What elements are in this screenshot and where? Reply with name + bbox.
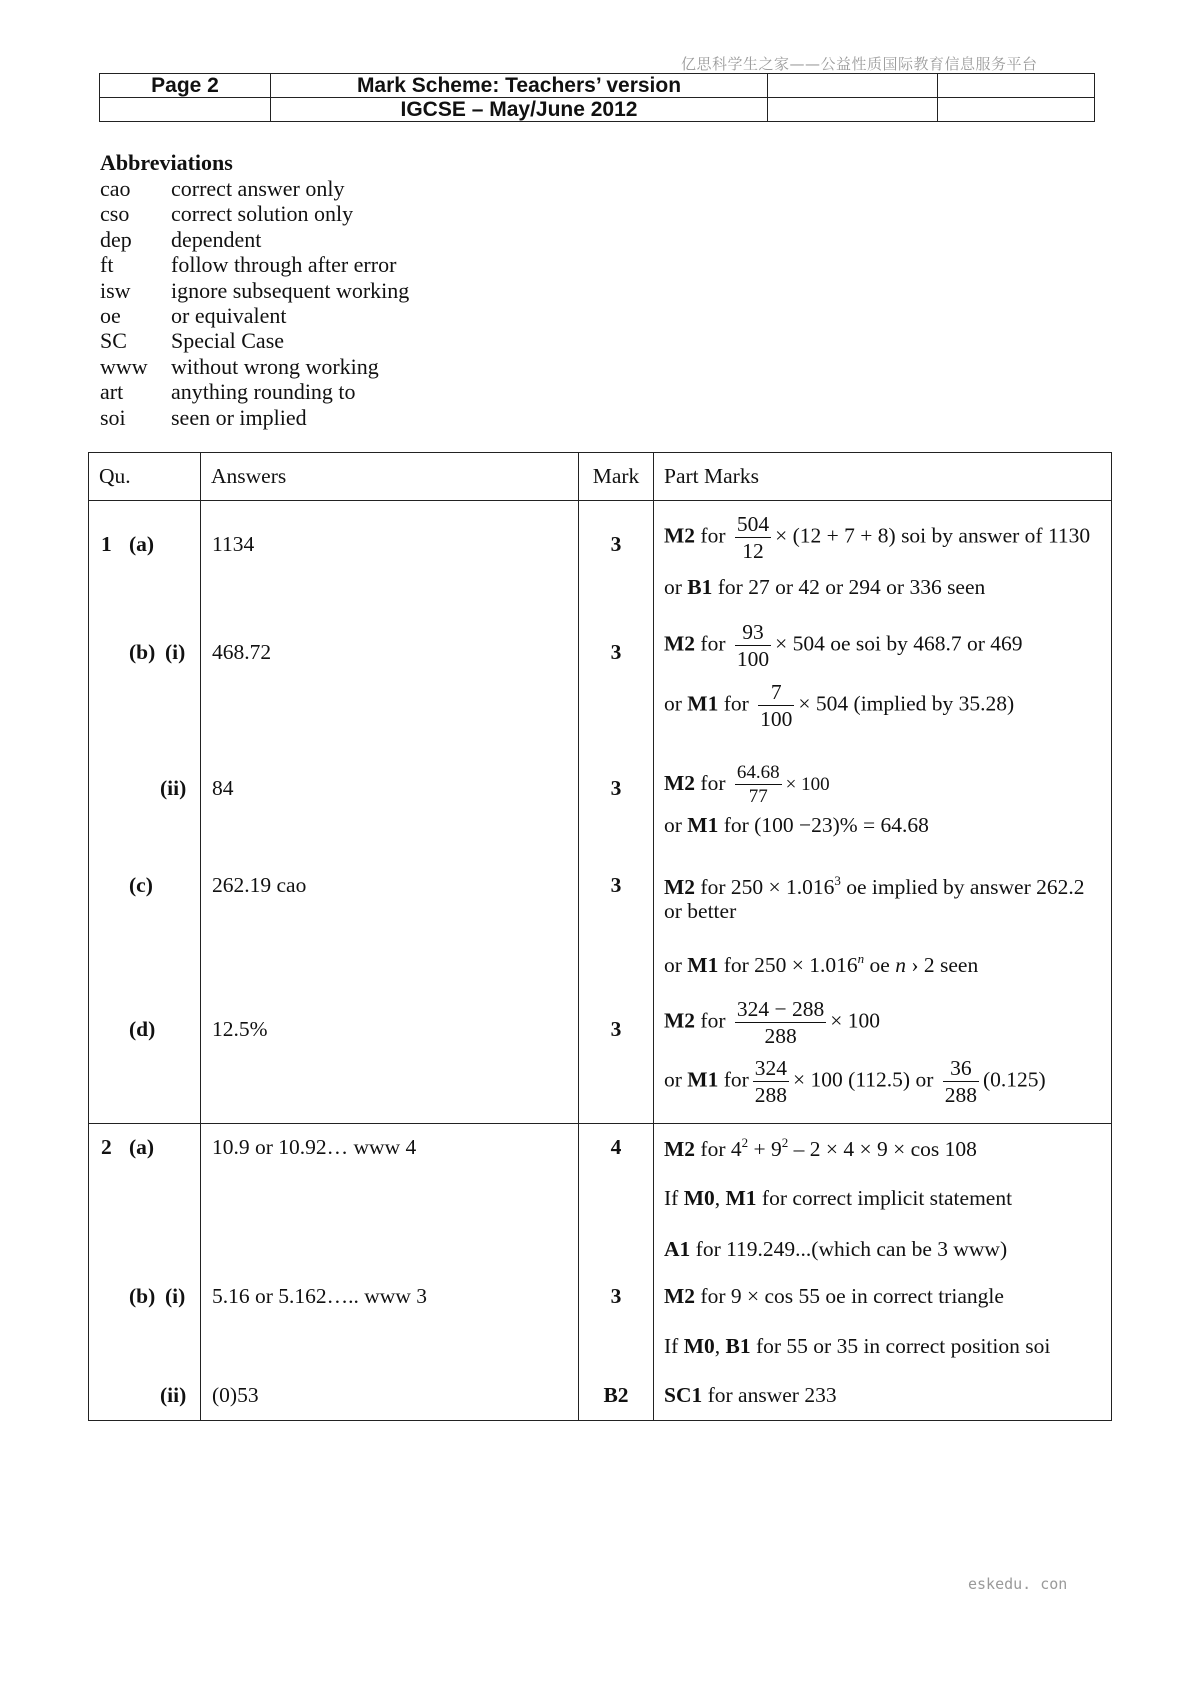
part-mark-text: › 2 seen: [905, 953, 979, 977]
part-mark-line: [664, 873, 1085, 900]
part-mark-text: for 9 × cos 55 oe in correct triangle: [700, 1284, 1004, 1308]
part-mark-line: [664, 1334, 1050, 1359]
subpart-label: (ii): [160, 1383, 187, 1407]
header-empty-cell: [768, 74, 938, 98]
abbreviation-row: [100, 405, 409, 430]
abbreviation-meaning: follow through after error: [171, 252, 397, 278]
mark-code: B1: [725, 1334, 751, 1358]
mark-code: M1: [725, 1186, 757, 1210]
abbreviation-code: www: [100, 353, 148, 379]
fraction-numerator: 324 − 288: [736, 997, 825, 1021]
mark-code: M1: [687, 1067, 719, 1092]
part-mark-line: [664, 1383, 837, 1408]
part-mark-text: for: [700, 1008, 726, 1033]
exam-session: IGCSE – May/June 2012: [271, 98, 768, 122]
abbreviation-meaning: Special Case: [171, 328, 285, 354]
fraction: [758, 681, 794, 730]
part-label: (a): [129, 532, 155, 556]
part-mark-text: for 27 or 42 or 294 or 336 seen: [717, 575, 986, 599]
abbreviation-meaning: dependent: [171, 226, 262, 252]
fraction-numerator: 324: [754, 1056, 788, 1080]
answers-cell: [201, 501, 579, 1124]
answer-text: 5.16 or 5.162….. www 3: [212, 1284, 427, 1308]
abbreviation-meaning: seen or implied: [171, 404, 307, 430]
header-empty-cell: [768, 98, 938, 122]
part-mark-line: [664, 681, 1014, 730]
fraction: [753, 1057, 789, 1106]
fraction: [735, 763, 782, 807]
variable: n: [895, 953, 906, 977]
header-empty-cell: [938, 98, 1095, 122]
mark-code: M0: [683, 1186, 715, 1210]
abbreviation-code: soi: [100, 404, 126, 430]
part-mark-text: for 250 × 1.016: [723, 953, 858, 977]
part-mark-text: for correct implicit statement: [761, 1186, 1013, 1210]
mark-value: 4: [610, 1135, 622, 1159]
part-mark-line: [664, 513, 1090, 562]
part-mark-text: or: [664, 1067, 682, 1092]
abbreviation-row: [100, 278, 409, 303]
fraction-numerator: 504: [736, 512, 770, 536]
watermark-text: 亿思科学生之家——公益性质国际教育信息服务平台: [681, 55, 1038, 73]
part-mark-text: × 504 (implied by 35.28): [798, 691, 1015, 716]
mark-code: M2: [664, 523, 696, 548]
part-mark-text: × 504 oe soi by 468.7 or 469: [775, 631, 1023, 656]
fraction: [943, 1057, 979, 1106]
part-label: (b): [129, 640, 156, 664]
part-mark-text: or: [664, 575, 682, 599]
part-mark-text: ,: [714, 1186, 721, 1210]
answer-text: 10.9 or 10.92… www 4: [212, 1135, 417, 1159]
mark-value: B2: [603, 1383, 629, 1407]
fraction-denominator: 12: [742, 538, 764, 563]
part-mark-text: If: [664, 1334, 679, 1358]
abbreviation-meaning: correct solution only: [171, 201, 354, 227]
answer-text: (0)53: [212, 1383, 259, 1407]
question-number: 2: [101, 1135, 112, 1159]
mark-code: M2: [664, 1008, 696, 1033]
abbreviation-code: cso: [100, 201, 130, 227]
part-label: (a): [129, 1135, 155, 1159]
exponent: 2: [741, 1135, 749, 1150]
page-header-table: [99, 73, 1095, 122]
subpart-label: (i): [165, 1284, 186, 1308]
part-mark-text: oe: [864, 953, 896, 977]
abbreviation-meaning: without wrong working: [171, 353, 379, 379]
part-mark-text: or: [664, 813, 682, 837]
abbreviation-meaning: ignore subsequent working: [171, 277, 410, 303]
fraction-numerator: 64.68: [736, 762, 780, 783]
part-mark-text: for answer 233: [707, 1383, 837, 1407]
abbreviation-code: art: [100, 379, 124, 405]
mark-code: M1: [687, 691, 719, 716]
part-mark-line: [664, 998, 880, 1047]
question-1-row: [89, 501, 1112, 1124]
question-number-cell: [89, 1124, 201, 1421]
part-mark-text: × 100 (112.5) or: [793, 1067, 934, 1092]
fraction-denominator: 288: [764, 1023, 797, 1048]
header-empty-cell: [938, 74, 1095, 98]
mark-scheme-table: [88, 452, 1112, 1421]
part-mark-text: for: [700, 631, 726, 656]
answers-cell: [201, 1124, 579, 1421]
mark-value: 3: [610, 532, 622, 556]
abbreviation-row: [100, 379, 409, 404]
abbreviation-code: SC: [100, 328, 127, 354]
part-mark-text: for 119.249...(which can be 3 www): [695, 1237, 1008, 1261]
part-mark-line: [664, 1237, 1007, 1262]
part-mark-text: (0.125): [982, 1067, 1046, 1092]
part-mark-line: [664, 1284, 1004, 1309]
part-mark-text: × 100: [830, 1008, 881, 1033]
question-2-row: [89, 1124, 1112, 1421]
answer-text: 262.19 cao: [212, 873, 307, 897]
abbreviation-code: dep: [100, 226, 132, 252]
part-label: (c): [129, 873, 153, 897]
abbreviation-row: [100, 201, 409, 226]
column-header-answers: Answers: [201, 453, 579, 501]
abbreviations-heading: Abbreviations: [100, 150, 233, 175]
part-mark-text: for: [723, 1067, 749, 1092]
mark-value: 3: [610, 1017, 622, 1041]
part-mark-text: or better: [664, 899, 737, 923]
mark-code: M1: [687, 813, 719, 837]
part-mark-line: [664, 1057, 1046, 1106]
part-mark-line: [664, 951, 978, 978]
fraction-denominator: 288: [754, 1082, 788, 1107]
answer-text: 1134: [212, 532, 255, 556]
mark-code: M2: [664, 1284, 696, 1308]
part-marks-cell: [654, 501, 1112, 1124]
column-header-mark: Mark: [579, 453, 654, 501]
part-label: (d): [129, 1017, 156, 1041]
column-header-part-marks: Part Marks: [654, 453, 1112, 501]
footer-site-text: eskedu. con: [968, 1575, 1068, 1593]
mark-code: M2: [664, 770, 696, 795]
exponent: n: [857, 951, 865, 966]
part-mark-text: for (100 −23)% = 64.68: [723, 813, 929, 837]
part-marks-cell: [654, 1124, 1112, 1421]
fraction: [735, 513, 771, 562]
mark-value: 3: [610, 873, 622, 897]
page-number: Page 2: [100, 74, 271, 98]
part-mark-line: [664, 1135, 977, 1162]
mark-value: 3: [610, 1284, 622, 1308]
document-title: Mark Scheme: Teachers’ version: [271, 74, 768, 98]
part-mark-text: for 250 × 1.016: [700, 875, 835, 899]
part-mark-text: for: [700, 770, 726, 795]
mark-code: B1: [687, 575, 713, 599]
fraction-numerator: 7: [758, 681, 794, 706]
part-mark-line: [664, 621, 1023, 670]
mark-code: M2: [664, 1137, 696, 1161]
part-mark-text: for 55 or 35 in correct position soi: [755, 1334, 1051, 1358]
abbreviations-list: [100, 176, 409, 430]
answer-text: 84: [212, 776, 234, 800]
abbreviation-code: cao: [100, 176, 131, 201]
fraction-denominator: 288: [944, 1082, 977, 1107]
mark-cell: [579, 501, 654, 1124]
mark-code: M1: [687, 953, 719, 977]
abbreviation-row: [100, 227, 409, 252]
part-mark-text: × (12 + 7 + 8) soi by answer of 1130: [775, 523, 1091, 548]
part-mark-text: or: [664, 953, 682, 977]
question-number-cell: [89, 501, 201, 1124]
abbreviation-meaning: correct answer only: [171, 176, 345, 201]
table-header-row: [89, 453, 1112, 501]
subpart-label: (i): [165, 640, 186, 664]
abbreviation-row: [100, 303, 409, 328]
subpart-label: (ii): [160, 776, 187, 800]
abbreviation-meaning: or equivalent: [171, 302, 287, 328]
part-mark-line: [664, 1186, 1012, 1211]
mark-value: 3: [610, 776, 622, 800]
abbreviation-meaning: anything rounding to: [171, 379, 356, 405]
abbreviation-row: [100, 354, 409, 379]
fraction-denominator: 100: [760, 706, 793, 731]
mark-code: M2: [664, 875, 696, 899]
part-mark-text: for: [723, 691, 749, 716]
fraction: [735, 621, 771, 670]
part-label: (b): [129, 1284, 156, 1308]
abbreviation-code: ft: [100, 252, 114, 278]
question-number: 1: [101, 532, 112, 556]
fraction-numerator: 93: [735, 621, 771, 646]
part-mark-text: oe implied by answer 262.2: [840, 875, 1085, 899]
fraction: [735, 998, 826, 1047]
part-mark-text: – 2 × 4 × 9 × cos 108: [788, 1137, 977, 1161]
answer-text: 12.5%: [212, 1017, 268, 1041]
mark-value: 3: [610, 640, 622, 664]
part-mark-text: ,: [714, 1334, 721, 1358]
fraction-denominator: 100: [736, 646, 770, 671]
fraction-denominator: 77: [748, 785, 768, 807]
part-mark-text: for 4: [700, 1137, 742, 1161]
abbreviation-row: [100, 176, 409, 201]
part-mark-text: × 100: [785, 773, 830, 795]
mark-code: A1: [664, 1237, 691, 1261]
part-mark-text: + 9: [748, 1137, 782, 1161]
part-mark-text: or: [664, 691, 682, 716]
exponent: 3: [834, 873, 841, 888]
abbreviation-code: isw: [100, 277, 131, 303]
part-mark-text: for: [700, 523, 726, 548]
abbreviation-row: [100, 252, 409, 277]
answer-text: 468.72: [212, 640, 272, 664]
part-mark-line: [664, 575, 985, 600]
column-header-qu: Qu.: [89, 453, 201, 501]
fraction-numerator: 36: [943, 1057, 979, 1082]
part-mark-line: [664, 763, 830, 807]
header-empty-cell: [100, 98, 271, 122]
part-mark-text: If: [664, 1186, 679, 1210]
part-mark-line: [664, 899, 736, 924]
mark-code: M2: [664, 631, 696, 656]
mark-code: SC1: [664, 1383, 703, 1407]
abbreviation-row: [100, 328, 409, 353]
abbreviation-code: oe: [100, 302, 121, 328]
mark-cell: [579, 1124, 654, 1421]
part-mark-line: [664, 813, 929, 838]
exponent: 2: [781, 1135, 789, 1150]
mark-code: M0: [683, 1334, 715, 1358]
